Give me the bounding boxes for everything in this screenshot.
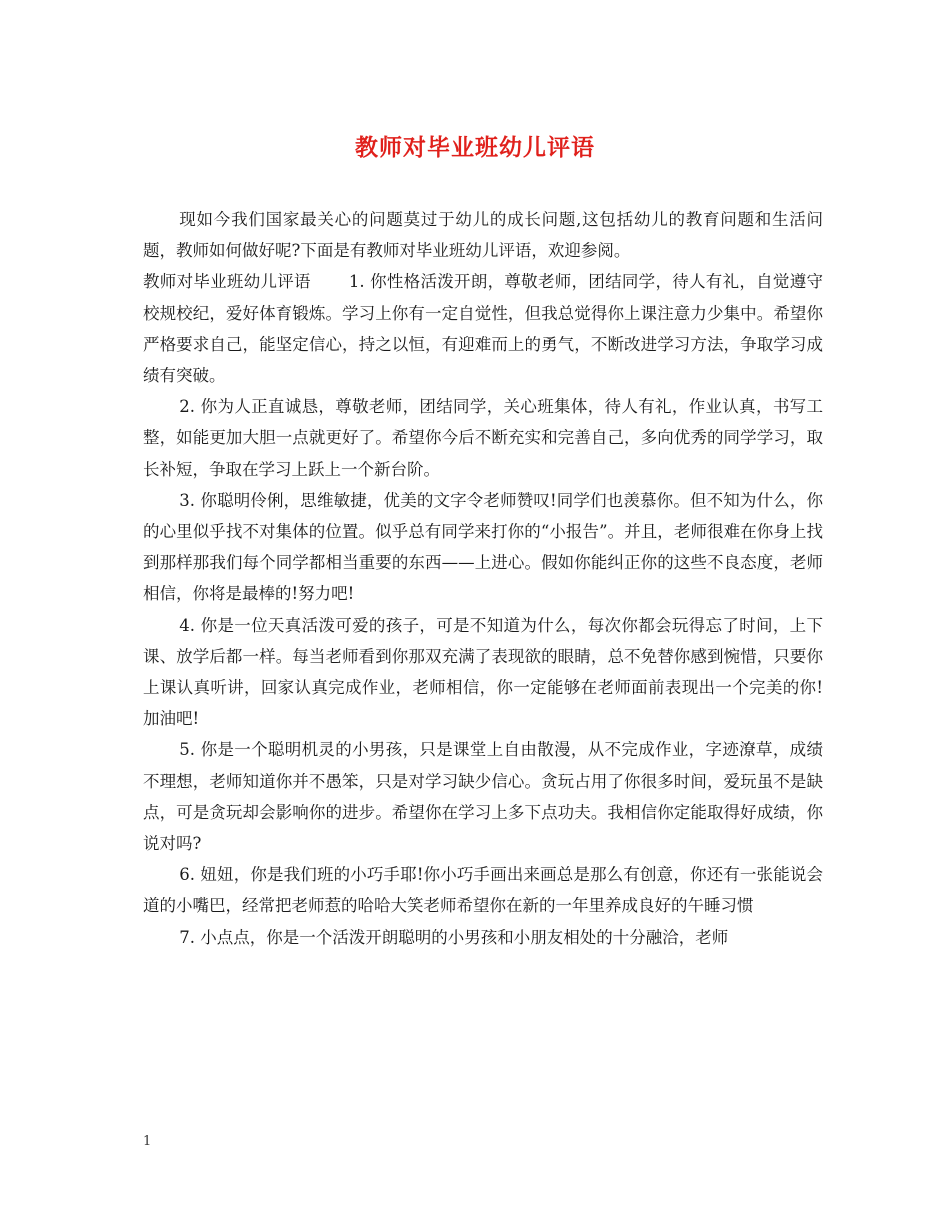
comment-item-1: 1. 你性格活泼开朗，尊敬老师，团结同学，待人有礼，自觉遵守校规校纪，爱好体育锻炼。学习上你有一定自觉性，但我总觉得你上课注意力少集中。希望你严格要求自己，能坚定信心，持之以恒，有迎难而上的勇气，不断改进学习方法，争取学习成绩有突破。	[143, 272, 823, 386]
document-title: 教师对毕业班幼儿评语	[355, 134, 595, 161]
first-comment-paragraph	[143, 266, 823, 391]
page-number: 1	[143, 1134, 152, 1149]
comment-item-5: 5. 你是一个聪明机灵的小男孩，只是课堂上自由散漫，从不完成作业，字迹潦草，成绩不理想，老师知道你并不愚笨，只是对学习缺少信心。贪玩占用了你很多时间，爱玩虽不是缺点，可是贪玩却会影响你的进步。希望你在学习上多下点功夫。我相信你定能取得好成绩，你说对吗?	[143, 740, 823, 854]
comment-item-3: 3. 你聪明伶俐，思维敏捷，优美的文字令老师赞叹!同学们也羡慕你。但不知为什么，你的心里似乎找不对集体的位置。似乎总有同学来打你的“小报告”。并且，老师很难在你身上找到那样那我们每个同学都相当重要的东西——上进心。假如你能纠正你的这些不良态度，老师相信，你将是最棒的!努力吧!	[143, 490, 823, 604]
comment-item-6: 6. 妞妞，你是我们班的小巧手耶!你小巧手画出来画总是那么有创意，你还有一张能说会道的小嘴巴，经常把老师惹的哈哈大笑老师希望你在新的一年里养成良好的午睡习惯	[143, 865, 823, 916]
intro-paragraph: 现如今我们国家最关心的问题莫过于幼儿的成长问题,这包括幼儿的教育问题和生活问题，教师如何做好呢?下面是有教师对毕业班幼儿评语，欢迎参阅。	[143, 210, 823, 261]
document-body	[143, 204, 823, 953]
comment-item-2: 2. 你为人正直诚恳，尊敬老师，团结同学，关心班集体，待人有礼，作业认真，书写工整，如能更加大胆一点就更好了。希望你今后不断充实和完善自己，多向优秀的同学学习，取长补短，争取在学习上跃上一个新台阶。	[143, 397, 823, 479]
comment-item-4: 4. 你是一位天真活泼可爱的孩子，可是不知道为什么，每次你都会玩得忘了时间，上下课、放学后都一样。每当老师看到你那双充满了表现欲的眼睛，总不免替你感到惋惜，只要你上课认真听讲，回家认真完成作业，老师相信，你一定能够在老师面前表现出一个完美的你!加油吧!	[143, 615, 823, 729]
section-label: 教师对毕业班幼儿评语	[143, 272, 311, 292]
comment-item-7: 7. 小点点，你是一个活泼开朗聪明的小男孩和小朋友相处的十分融洽，老师	[179, 927, 729, 947]
